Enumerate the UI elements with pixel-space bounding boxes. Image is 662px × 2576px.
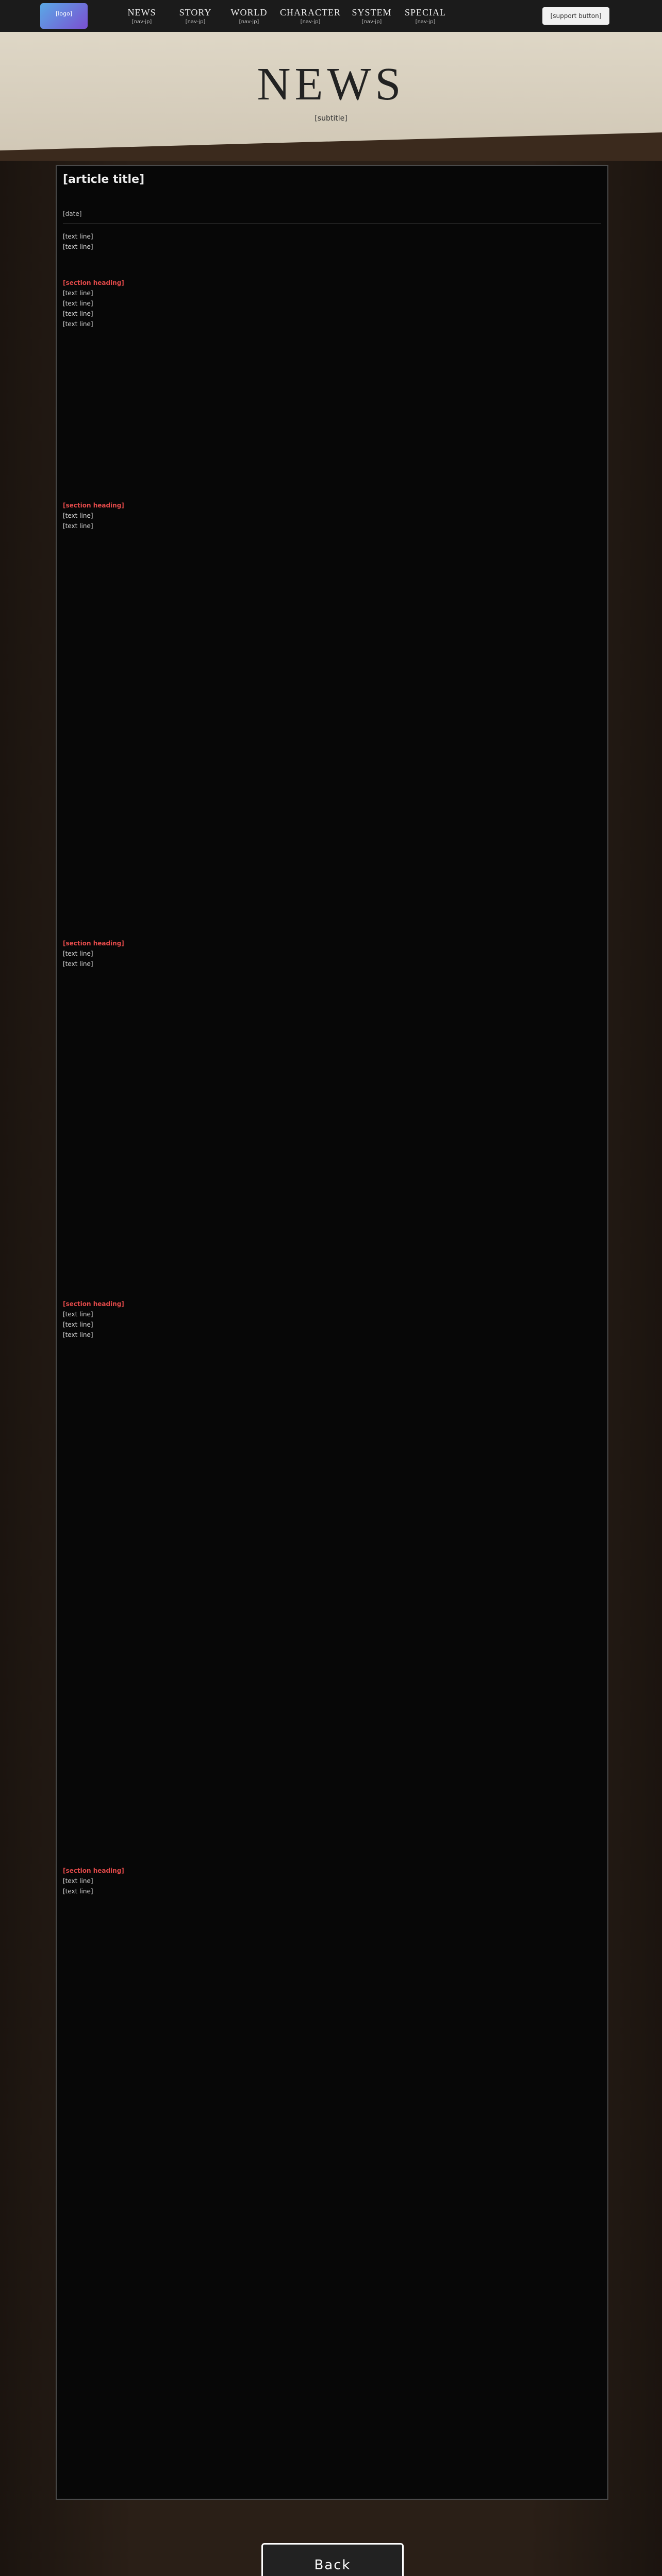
article-line: [text line] [63, 243, 93, 250]
hero [0, 32, 662, 161]
article-section-heading: [section heading] [63, 1300, 124, 1308]
page-subtitle: [subtitle] [315, 114, 347, 123]
article-line: [text line] [63, 1311, 93, 1318]
nav-item-special[interactable] [402, 4, 449, 28]
article-line: [text line] [63, 300, 93, 307]
article-section-heading: [section heading] [63, 940, 124, 947]
nav-special-label: SPECIAL [404, 7, 446, 18]
nav-special-sub: [nav-jp] [415, 19, 436, 25]
site-logo[interactable] [40, 3, 88, 29]
article-line: [text line] [63, 233, 93, 240]
nav-character-sub: [nav-jp] [300, 19, 321, 25]
support-button[interactable] [542, 7, 609, 25]
article-panel [56, 165, 608, 2500]
nav-system-sub: [nav-jp] [361, 19, 382, 25]
nav-world-label: WORLD [230, 7, 268, 18]
article-line: [text line] [63, 1888, 93, 1895]
main-nav [119, 4, 449, 28]
nav-item-news[interactable] [119, 4, 165, 28]
page-title: NEWS [257, 59, 405, 110]
back-button-label: Back [314, 2557, 351, 2573]
article-section-heading: [section heading] [63, 502, 124, 509]
article-title: [article title] [63, 173, 145, 186]
nav-news-sub: [nav-jp] [131, 19, 152, 25]
article-line: [text line] [63, 522, 93, 530]
article-line: [text line] [63, 310, 93, 317]
nav-story-sub: [nav-jp] [185, 19, 206, 25]
article-section-heading: [section heading] [63, 279, 124, 286]
nav-world-sub: [nav-jp] [239, 19, 259, 25]
site-logo-text: [logo] [55, 10, 73, 17]
article-line: [text line] [63, 960, 93, 968]
article-line: [text line] [63, 290, 93, 297]
top-navigation-bar [0, 0, 662, 32]
nav-item-system[interactable] [349, 4, 395, 28]
support-button-label: [support button] [550, 12, 602, 20]
nav-news-label: NEWS [127, 7, 156, 18]
article-line: [text line] [63, 1321, 93, 1328]
article-section-heading: [section heading] [63, 1867, 124, 1874]
article-line: [text line] [63, 1877, 93, 1885]
nav-item-character[interactable] [279, 4, 341, 28]
article-date: [date] [63, 210, 82, 217]
nav-item-story[interactable] [172, 4, 219, 28]
article-line: [text line] [63, 950, 93, 957]
nav-story-label: STORY [179, 7, 212, 18]
nav-character-label: CHARACTER [279, 7, 341, 18]
article-line: [text line] [63, 320, 93, 328]
article-line: [text line] [63, 1331, 93, 1338]
nav-system-label: SYSTEM [352, 7, 392, 18]
nav-item-world[interactable] [226, 4, 272, 28]
back-button[interactable] [261, 2543, 404, 2576]
article-line: [text line] [63, 512, 93, 519]
